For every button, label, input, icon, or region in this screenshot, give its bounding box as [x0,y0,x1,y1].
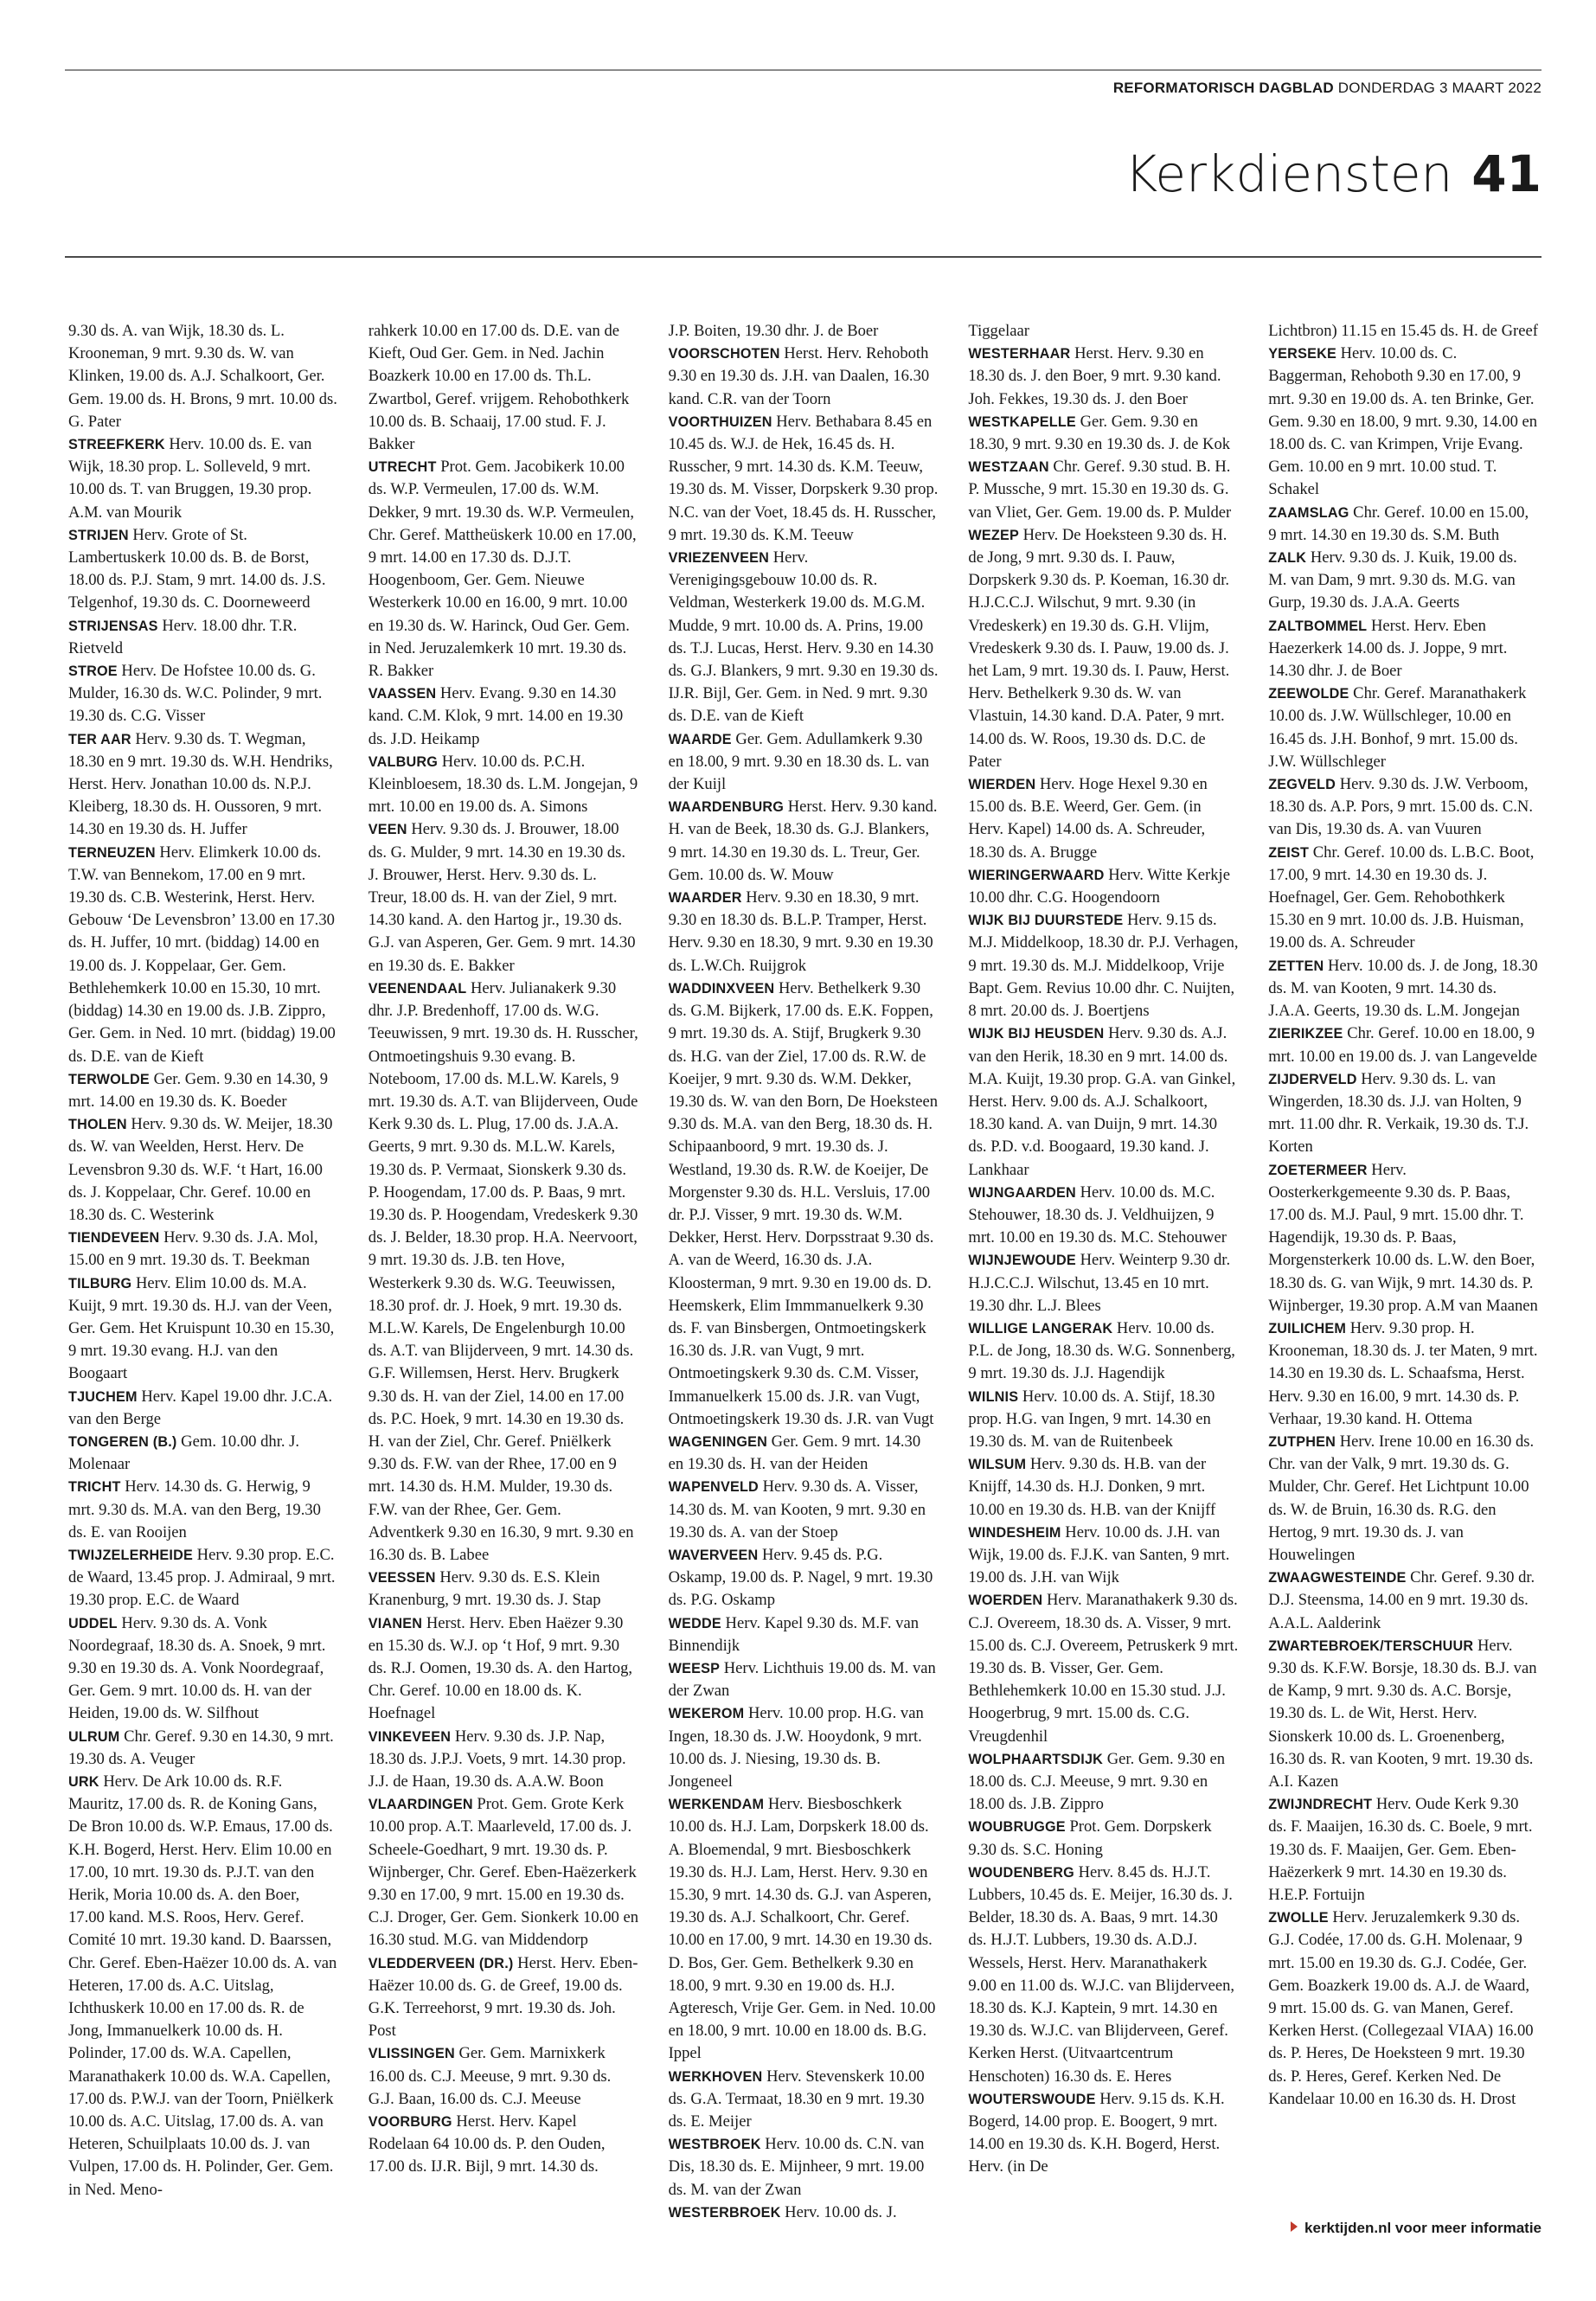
service-listing [669,2066,939,2134]
service-listing [369,818,639,977]
place-name: WADDINXVEEN [668,980,775,997]
service-details: Herst. Herv. Eben-Haëzer 10.00 ds. G. de Greef, 19.00 ds. G.K. Terreehorst, 9 mrt. 19.30 ds. Joh. Post [368,1953,638,2041]
service-listing [669,320,939,343]
service-listing [369,1612,639,1726]
service-listing [1268,1793,1539,1907]
service-details: Lichtbron) 11.15 en 15.45 ds. H. de Greef [1268,322,1538,340]
service-listing [68,1068,339,1113]
place-name: ZIJDERVELD [1268,1071,1357,1087]
place-name: WINDESHEIM [968,1524,1061,1541]
place-name: TILBURG [68,1275,132,1292]
place-name: VEENENDAAL [368,980,467,997]
service-listing [1268,773,1539,842]
service-listing [68,1544,339,1612]
service-details: Prot. Gem. Grote Kerk 10.00 prop. A.T. Maarleveld, 17.00 ds. J. Scheele-Goedhart, 9 mrt. 19.30 ds. P. Wijnberger, Chr. Geref. Eben-Haëzerkerk 9.30 en 17.00, 9 mrt. 15.00 en 19.30 ds. C.J. Droger, Ger. Gem. Sionkerk 10.00 en 16.30 stud. M.G. van Middendorp [368,1795,638,1950]
service-details: Herv. 10.00 ds. J. de Jong, 18.30 ds. M. van Kooten, 9 mrt. 14.30 ds. J.A.A. Geerts, 19.30 ds. L.M. Jongejan [1268,956,1538,1021]
service-details: Herv. Irene 10.00 en 16.30 ds. Chr. van der Valk, 9 mrt. 19.30 ds. G. Mulder, Chr. Geref. Het Lichtpunt 10.00 ds. W. de Bruin, 16.30 ds. R.G. den Hertog, 9 mrt. 19.30 ds. J. van Houwelingen [1268,1432,1535,1564]
service-listing [669,411,939,547]
service-listing [968,1386,1239,1454]
service-listing [68,1612,339,1726]
paper-name: REFORMATORISCH DAGBLAD [1112,80,1334,96]
service-listing [669,1476,939,1544]
service-listing [968,1182,1239,1250]
place-name: ZALK [1268,550,1307,567]
service-details: Herst. Herv. Eben Haezerkerk 14.00 ds. J. Joppe, 9 mrt. 14.30 dhr. J. de Boer [1268,616,1508,681]
service-listing [68,524,339,615]
service-details: Herst. Herv. Eben Haëzer 9.30 en 15.30 ds. W.J. op ‘t Hof, 9 mrt. 9.30 ds. R.J. Oomen, 19.30 ds. A. den Hartog, Chr. Geref. 10.00 en 18.00 ds. K. Hoefnagel [368,1613,633,1723]
place-name: ZIERIKZEE [1268,1026,1343,1042]
service-details: J.P. Boiten, 19.30 dhr. J. de Boer [668,322,879,340]
service-details: Herv. 9.45 ds. P.G. Oskamp, 19.00 ds. P. Nagel, 9 mrt. 19.30 ds. P.G. Oskamp [668,1545,933,1610]
service-details: Ger. Gem. 9.30 en 14.30, 9 mrt. 14.00 en 19.30 ds. K. Boeder [68,1069,328,1111]
place-name: STREEFKERK [68,437,165,453]
service-details: Herv. Hoge Hexel 9.30 en 15.00 ds. B.E. Weerd, Ger. Gem. (in Herv. Kapel) 14.00 ds. A. Schreuder, 18.30 ds. A. Brugge [968,775,1208,862]
place-name: WAPENVELD [668,1479,759,1496]
place-name: WOUBRUGGE [968,1819,1066,1836]
place-name: THOLEN [68,1117,127,1133]
service-listing [68,320,339,433]
service-listing [669,1657,939,1702]
service-details: Herv. 9.30 ds. J.P. Nap, 18.30 ds. J.P.J. Voets, 9 mrt. 14.30 prop. J.J. de Haan, 19.30 ds. A.A.W. Boon [368,1727,626,1791]
place-name: ZWAAGWESTEINDE [1268,1570,1407,1586]
title-rule [65,256,1542,258]
place-name: VIANEN [368,1615,423,1631]
place-name: WEDDE [668,1615,721,1631]
service-listing [968,773,1239,864]
column-4 [968,320,1239,2240]
service-listing [68,1386,339,1431]
service-details: Herv. 9.30 ds. A. Visser, 14.30 ds. M. van Kooten, 9 mrt. 9.30 en 19.30 ds. A. van der Stoep [668,1477,926,1541]
place-name: TERNEUZEN [68,844,156,861]
service-details: Herv. 9.30 prop. E.C. de Waard, 13.45 prop. J. Admiraal, 9 mrt. 19.30 prop. E.C. de Waard [68,1545,336,1610]
place-name: VRIEZENVEEN [668,550,770,567]
service-listing [369,751,639,819]
service-listing [968,1317,1239,1386]
service-listing [968,320,1239,343]
place-name: WEESP [668,1660,721,1676]
service-details: Herv. 9.30 ds. J. Kuik, 19.00 ds. M. van Dam, 9 mrt. 9.30 ds. M.G. van Gurp, 19.30 ds. J.A.A. Geerts [1268,548,1517,612]
service-listing [1268,1907,1539,2111]
service-details: Herv. 10.00 prop. H.G. van Ingen, 18.30 ds. J.W. Hooydonk, 9 mrt. 10.00 ds. J. Niesing, 19.30 ds. B. Jongeneel [668,1704,924,1791]
place-name: VOORBURG [368,2114,452,2131]
service-details: Herv. 10.00 ds. A. Stijf, 18.30 prop. H.G. van Ingen, 9 mrt. 14.30 en 19.30 ds. M. van de Ruitenbeek [968,1387,1215,1451]
service-listing [968,1816,1239,1861]
place-name: ZUILICHEM [1268,1320,1347,1336]
service-listing [369,2111,639,2179]
service-listing [369,2042,639,2111]
place-name: WAVERVEEN [668,1547,759,1563]
service-listing [1268,1068,1539,1159]
service-listing [968,909,1239,1022]
service-details: Herv. Elimkerk 10.00 ds. T.W. van Bennekom, 17.00 en 9 mrt. 19.30 ds. C.B. Westerink, Herst. Herv. Gebouw ‘De Levensbron’ 13.00 en 17.30 ds. H. Juffer, 10 mrt. (biddag) 14.00 en 19.00 ds. J. Koppelaar, Ger. Gem. Bethlehemkerk 10.00 en 15.30, 10 mrt. (biddag) 14.30 en 19.00 ds. J.B. Zippro, Ger. Gem. in Ned. 10 mrt. (biddag) 19.00 ds. D.E. van de Kieft [68,843,336,1066]
place-name: WIERINGERWAARD [968,867,1105,883]
service-listing [68,433,339,524]
place-name: WIJNGAARDEN [968,1184,1076,1201]
place-name: WOLPHAARTSDIJK [968,1751,1104,1767]
place-name: VOORTHUIZEN [668,413,772,430]
place-name: ZETTEN [1268,958,1324,974]
place-name: VALBURG [368,753,439,770]
service-details: Ger. Gem. Marnixkerk 16.00 ds. C.J. Meeuse, 9 mrt. 9.30 ds. G.J. Baan, 16.00 ds. C.J. Meeuse [368,2044,612,2108]
service-listing [1268,1317,1539,1431]
place-name: WESTERHAAR [968,346,1071,362]
place-name: URK [68,1774,99,1790]
service-details: Herv. 9.30 en 18.30, 9 mrt. 9.30 en 18.30 ds. B.L.P. Tramper, Herst. Herv. 9.30 en 18.30, 9 mrt. 9.30 en 19.30 ds. L.W.Ch. Ruijgrok [668,888,933,975]
service-details: Herv. 10.00 ds. J.H. van Wijk, 19.00 ds. F.J.K. van Santen, 9 mrt. 19.00 ds. J.H. van Wijk [968,1522,1230,1587]
service-details: Herv. De Hofstee 10.00 ds. G. Mulder, 16.30 ds. W.C. Polinder, 9 mrt. 19.30 ds. C.G. Visser [68,662,323,726]
service-listing [369,320,639,456]
service-details: Herv. Kapel 19.00 dhr. J.C.A. van den Berge [68,1387,333,1428]
place-name: WAARDENBURG [668,799,785,816]
page-number: 41 [1471,144,1542,203]
place-name: VLISSINGEN [368,2046,455,2062]
place-name: WESTZAAN [968,459,1049,476]
service-details: Herst. Herv. Rehoboth 9.30 en 19.30 ds. J.H. van Daalen, 16.30 kand. C.R. van der Toorn [668,344,930,408]
service-listing [369,1726,639,1794]
service-listing [1268,842,1539,955]
service-details: Herv. 9.30 ds. H.B. van der Knijff, 14.30 ds. H.J. Donken, 9 mrt. 10.00 en 19.30 ds. H.B. van der Knijff [968,1455,1216,1519]
service-details: Herv. 9.30 ds. T. Wegman, 18.30 en 9 mrt. 19.30 ds. W.H. Hendriks, Herst. Herv. Jonathan 10.00 ds. N.P.J. Kleiberg, 18.30 ds. H. Oussoren, 9 mrt. 14.30 en 19.30 ds. H. Juffer [68,729,333,839]
service-details: Chr. Geref. 10.00 en 15.00, 9 mrt. 14.30 en 19.30 ds. S.M. Buth [1268,503,1529,544]
place-name: UDDEL [68,1615,118,1631]
service-listing [68,1272,339,1386]
place-name: WOUTERSWOUDE [968,2091,1096,2107]
section-name: Kerkdiensten [1125,144,1453,203]
place-name: TWIJZELERHEIDE [68,1547,193,1563]
service-listing [669,887,939,977]
place-name: VEEN [368,822,407,838]
service-details: Herv. 9.15 ds. M.J. Middelkoop, 18.30 dr. P.J. Verhagen, 9 mrt. 19.30 ds. M.J. Middelkoop, Vrije Bapt. Gem. Revius 10.00 dhr. C. Nuijten, 8 mrt. 20.00 ds. J. Boertjens [968,911,1239,1021]
service-details: Herv. 10.00 ds. P.L. de Jong, 18.30 ds. W.G. Sonnenberg, 9 mrt. 19.30 ds. J.J. Hagendijk [968,1318,1235,1383]
service-details: Herv. 9.30 ds. J.W. Verboom, 18.30 ds. A.P. Pors, 9 mrt. 15.00 ds. C.N. van Dis, 19.30 ds. A. van Vuuren [1268,775,1533,839]
place-name: TONGEREN (B.) [68,1433,177,1450]
service-listing [669,1612,939,1657]
service-details: Herv. 8.45 ds. H.J.T. Lubbers, 10.45 ds. E. Meijer, 16.30 ds. J. Belder, 18.30 ds. A. Baas, 9 mrt. 14.30 ds. H.J.T. Lubbers, 19.30 ds. A.D.J. Wessels, Herst. Herv. Maranathakerk 9.00 en 11.00 ds. W.J.C. van Blijderveen, 18.30 ds. K.J. Kaptein, 9 mrt. 14.30 en 19.30 ds. W.J.C. van Blijderveen, Geref. Kerken Herst. (Uitvaartcentrum Henschoten) 16.30 ds. E. Heres [968,1862,1235,2086]
service-listing [1268,1431,1539,1567]
service-listing [68,1113,339,1227]
place-name: WOERDEN [968,1593,1043,1609]
page-title [1125,144,1542,203]
service-listing [68,1726,339,1771]
service-listing [669,1431,939,1476]
service-listing [669,1793,939,2065]
place-name: STROE [68,663,118,680]
service-listing [669,728,939,797]
place-name: VEESSEN [368,1570,436,1586]
service-listing [369,1793,639,1952]
more-info-link[interactable] [1291,2220,1542,2237]
service-details: Herv. 9.30 ds. A. Vonk Noordegraaf, 18.30 ds. A. Snoek, 9 mrt. 9.30 en 19.30 ds. A. Vonk Noordegraaf, Ger. Gem. 9 mrt. 10.00 ds. H. van der Heiden, 19.00 ds. W. Silfhout [68,1613,326,1723]
service-details: Ger. Gem. 9.30 en 18.30, 9 mrt. 9.30 en 19.30 ds. J. de Kok [968,412,1231,454]
place-name: WAARDER [668,890,742,907]
service-details: Herv. Biesboschkerk 10.00 ds. H.J. Lam, Dorpskerk 18.00 ds. A. Bloemendal, 9 mrt. Biesboschkerk 19.30 ds. H.J. Lam, Herst. Herv. 9.30 en 15.30, 9 mrt. 14.30 ds. G.J. van Asperen, 19.30 ds. A.J. Schalkoort, Chr. Geref. 10.00 en 17.00, 9 mrt. 14.30 en 19.30 ds. D. Bos, Ger. Gem. Bethelkerk 9.30 en 18.00, 9 mrt. 9.30 en 19.00 ds. H.J. Agteresch, Vrije Ger. Gem. in Ned. 10.00 en 18.00, 9 mrt. 10.00 en 18.00 ds. B.G. Ippel [668,1795,936,2063]
service-listing [968,1862,1239,2088]
service-listing [68,660,339,728]
service-listing [68,1476,339,1544]
place-name: ZALTBOMMEL [1268,618,1368,634]
place-name: VOORSCHOTEN [668,346,780,362]
place-name: WESTKAPELLE [968,413,1076,430]
service-details: Herv. 10.00 ds. P.C.H. Kleinbloesem, 18.30 ds. L.M. Jongejan, 9 mrt. 10.00 en 19.00 ds. A. Simons [368,752,638,817]
service-details: Tiggelaar [968,322,1029,340]
service-details: Chr. Geref. 9.30 dr. D.J. Steensma, 14.00 en 9 mrt. 19.30 ds. A.A.L. Aalderink [1268,1568,1535,1632]
place-name: ZAAMSLAG [1268,504,1349,521]
place-name: TERWOLDE [68,1071,150,1087]
service-details: Herv. De Hoeksteen 9.30 ds. H. de Jong, 9 mrt. 9.30 ds. I. Pauw, Dorpskerk 9.30 ds. P. Koeman, 16.30 dr. H.J.C.C.J. Wilschut, 9 mrt. 9.30 (in Vredeskerk) en 19.30 ds. G.H. Vlijm, Vredeskerk 9.30 ds. I. Pauw, 19.00 ds. J. het Lam, 9 mrt. 19.30 ds. I. Pauw, Herst. Herv. Bethelkerk 9.30 ds. W. van Vlastuin, 14.30 kand. D.A. Pater, 9 mrt. 14.00 ds. W. Roos, 19.30 ds. D.C. de Pater [968,525,1230,771]
service-listing [968,864,1239,909]
service-details: Prot. Gem. Dorpskerk 9.30 ds. S.C. Honing [968,1817,1212,1859]
service-listing [1268,502,1539,547]
service-details: Chr. Geref. 10.00 en 18.00, 9 mrt. 10.00 en 19.00 ds. J. van Langevelde [1268,1024,1538,1066]
issue-date: DONDERDAG 3 MAART 2022 [1337,80,1542,96]
service-listing [968,1748,1239,1817]
service-listing [968,1522,1239,1590]
place-name: WESTBROEK [668,2137,761,2153]
service-listing [68,1431,339,1476]
place-name: WIJK BIJ DUURSTEDE [968,913,1124,929]
service-details: Herv. 9.30 prop. H. Krooneman, 18.30 ds. J. ter Maten, 9 mrt. 14.30 en 19.30 ds. L. Schaafsma, Herst. Herv. 9.30 en 16.00, 9 mrt. 14.30 ds. P. Verhaar, 19.30 kand. H. Ottema [1268,1318,1538,1428]
service-listing [669,2202,939,2224]
service-listing [68,1771,339,2202]
place-name: ZUTPHEN [1268,1433,1336,1450]
place-name: WAGENINGEN [668,1433,768,1450]
service-details: Herv. Maranathakerk 9.30 ds. C.J. Overeem, 18.30 ds. A. Visser, 9 mrt. 15.00 ds. C.J. Overeem, Petruskerk 9 mrt. 19.30 ds. B. Visser, Ger. Gem. Bethlehemkerk 10.00 en 15.30 stud. J.J. Hoogerbrug, 9 mrt. 15.00 ds. C.G. Vreugdenhil [968,1591,1239,1746]
service-listing [369,456,639,683]
place-name: WESTERBROEK [668,2204,781,2221]
service-listing [1268,1022,1539,1067]
service-details: Herv. Elim 10.00 ds. M.A. Kuijt, 9 mrt. 19.30 ds. H.J. van der Veen, Ger. Gem. Het Kruispunt 10.30 en 15.30, 9 mrt. 19.30 evang. H.J. van den Boogaart [68,1273,335,1383]
service-listing [1268,320,1539,343]
service-details: Herv. 9.30 ds. L. van Wingerden, 18.30 ds. J.J. van Holten, 9 mrt. 11.00 dhr. R. Verkaik, 19.30 ds. T.J. Korten [1268,1069,1529,1157]
service-details: Herv. Weinterp 9.30 dr. H.J.C.C.J. Wilschut, 13.45 en 10 mrt. 19.30 dhr. L.J. Blees [968,1251,1231,1315]
place-name: WERKENDAM [668,1797,765,1813]
service-details: Chr. Geref. 10.00 ds. L.B.C. Boot, 17.00, 9 mrt. 14.30 en 19.30 ds. J. Hoefnagel, Ger. Gem. Rehobothkerk 15.30 en 9 mrt. 10.00 ds. J.B. Huisman, 19.00 ds. A. Schreuder [1268,843,1535,952]
service-listing [369,1567,639,1612]
service-listing [1268,547,1539,615]
service-details: Herv. 9.30 ds. J. Brouwer, 18.00 ds. G. Mulder, 9 mrt. 14.30 en 19.30 ds. J. Brouwer, Herst. Herv. 9.30 ds. L. Treur, 18.00 ds. H. van der Ziel, 9 mrt. 14.30 kand. A. den Hartog jr., 19.30 ds. G.J. van Asperen, Ger. Gem. 9 mrt. 14.30 en 19.30 ds. E. Bakker [368,820,636,975]
service-listing [68,842,339,1068]
place-name: WAARDE [668,731,732,747]
service-details: Herv. 10.00 ds. C. Baggerman, Rehoboth 9.30 en 17.00, 9 mrt. 9.30 en 19.00 ds. A. ten Brinke, Ger. Gem. 9.30 en 18.00, 9 mrt. 9.30, 14.00 en 18.00 ds. C. van Krimpen, Vrije Evang. Gem. 10.00 en 9 mrt. 10.00 stud. T. Schakel [1268,344,1538,499]
service-listing [1268,1567,1539,1635]
service-listing [968,1249,1239,1317]
service-details: Herv. 10.00 ds. C.N. van Dis, 18.30 ds. E. Mijnheer, 9 mrt. 19.00 ds. M. van der Zwan [668,2135,925,2199]
service-details: Chr. Geref. 9.30 stud. B. H. P. Mussche, 9 mrt. 15.30 en 19.30 ds. G. van Vliet, Ger. Gem. 19.00 ds. P. Mulder [968,458,1232,522]
service-listing [369,683,639,751]
service-listing [1268,1635,1539,1793]
service-listing [968,2088,1239,2179]
place-name: ZWARTEBROEK/TERSCHUUR [1268,1638,1474,1654]
service-listing [968,1022,1239,1181]
place-name: WEKEROM [668,1706,745,1722]
place-name: WIJNJEWOUDE [968,1253,1076,1269]
place-name: WEZEP [968,527,1019,543]
place-name: TJUCHEM [68,1388,138,1405]
place-name: TER AAR [68,731,131,747]
service-listing [369,977,639,1567]
service-details: Herv. Oosterkerkgemeente 9.30 ds. P. Baas, 17.00 ds. M.J. Paul, 9 mrt. 15.00 dhr. T. Hagendijk, 19.30 ds. P. Baas, Morgensterkerk 10.00 ds. L.W. den Boer, 18.30 ds. G. van Wijk, 9 mrt. 14.30 ds. P. Wijnberger, 19.30 prop. A.M van Maanen [1268,1160,1538,1315]
service-details: Herv. 14.30 ds. G. Herwig, 9 mrt. 9.30 ds. M.A. van den Berg, 19.30 ds. E. van Rooijen [68,1477,321,1541]
service-details: Herv. De Ark 10.00 ds. R.F. Mauritz, 17.00 ds. R. de Koning Gans, De Bron 10.00 ds. W.P. Emaus, 17.00 ds. K.H. Bogerd, Herst. Herv. Elim 10.00 en 17.00, 10 mrt. 19.30 ds. P.J.T. van den Herik, Moria 10.00 ds. A. den Boer, 17.00 kand. M.S. Roos, Herv. Geref. Comité 10 mrt. 19.30 kand. D. Baarssen, Chr. Geref. Eben-Haëzer 10.00 ds. A. van Heteren, 17.00 ds. A.C. Uitslag, Ichthuskerk 10.00 en 17.00 ds. R. de Jong, Immanuelkerk 10.00 ds. H. Polinder, 17.00 ds. W.A. Capellen, Maranathakerk 10.00 ds. W.A. Capellen, 17.00 ds. P.W.J. van der Toorn, Pniëlkerk 10.00 ds. A.C. Uitslag, 17.00 ds. A. van Heteren, Schuilplaats 10.00 ds. J. van Vulpen, 17.00 ds. H. Polinder, Ger. Gem. in Ned. Meno- [68,1772,337,2199]
service-listing [669,796,939,887]
place-name: STRIJEN [68,527,129,543]
service-details: 9.30 ds. A. van Wijk, 18.30 ds. L. Krooneman, 9 mrt. 9.30 ds. W. van Klinken, 19.00 ds. A.J. Schalkoort, Ger. Gem. 19.00 ds. H. Brons, 9 mrt. 10.00 ds. G. Pater [68,322,337,431]
place-name: ZEGVELD [1268,777,1336,793]
service-details: Herv. Witte Kerkje 10.00 dhr. C.G. Hoogendoorn [968,865,1230,907]
place-name: TRICHT [68,1479,121,1496]
place-name: VLEDDERVEEN (DR.) [368,1955,514,1971]
service-details: Herv. Lichthuis 19.00 ds. M. van der Zwan [668,1658,936,1701]
place-name: ZEIST [1268,844,1310,861]
arrow-right-icon [1291,2221,1298,2232]
place-name: STRIJENSAS [68,618,158,634]
service-listing [669,547,939,728]
service-details: Herv. Stevenskerk 10.00 ds. G.A. Termaat, 18.30 en 9 mrt. 19.30 ds. E. Meijer [668,2067,925,2131]
service-details: Herv. Grote of St. Lambertuskerk 10.00 ds. B. de Borst, 18.00 ds. P.J. Stam, 9 mrt. 14.00 ds. J.S. Telgenhof, 19.30 ds. C. Doorneweerd [68,525,326,612]
place-name: WOUDENBERG [968,1864,1074,1881]
service-listing [369,1952,639,2043]
service-details: Herv. 9.30 ds. W. Meijer, 18.30 ds. W. van Weelden, Herst. Herv. De Levensbron 9.30 ds. W.F. ‘t Hart, 16.00 ds. J. Koppelaar, Chr. Geref. 10.00 en 18.30 ds. C. Westerink [68,1115,333,1224]
service-details: Herv. 9.30 ds. E.S. Klein Kranenburg, 9 mrt. 19.30 ds. J. Stap [368,1568,601,1610]
service-listing [1268,1159,1539,1317]
place-name: VINKEVEEN [368,1728,452,1745]
place-name: VLAARDINGEN [368,1797,473,1813]
service-listing [669,1544,939,1612]
service-details: Herv. Verenigingsgebouw 10.00 ds. R. Veldman, Westerkerk 19.00 ds. M.G.M. Mudde, 9 mrt. 10.00 ds. A. Prins, 19.00 ds. T.J. Lucas, Herst. Herv. 9.30 en 14.30 ds. G.J. Blankers, 9 mrt. 9.30 en 19.30 ds. IJ.R. Bijl, Ger. Gem. in Ned. 9 mrt. 9.30 ds. D.E. van de Kieft [668,548,939,726]
place-name: WILSUM [968,1457,1027,1473]
service-details: Prot. Gem. Jacobikerk 10.00 ds. W.P. Vermeulen, 17.00 ds. W.M. Dekker, 9 mrt. 19.30 ds. W.P. Vermeulen, Chr. Geref. Mattheüskerk 10.00 en 17.00, 9 mrt. 14.00 en 17.30 ds. D.J.T. Hoogenboom, Ger. Gem. Nieuwe Westerkerk 10.00 en 16.00, 9 mrt. 10.00 en 19.30 ds. W. Harinck, Oud Ger. Gem. in Ned. Jeruzalemkerk 10 mrt. 19.30 ds. R. Bakker [368,458,637,681]
service-details: Chr. Geref. 9.30 en 14.30, 9 mrt. 19.30 ds. A. Veuger [68,1727,334,1768]
service-listing [968,343,1239,411]
service-details: Herv. 10.00 ds. J. [785,2202,897,2221]
service-listing [968,1453,1239,1522]
service-details: Herv. 9.30 ds. K.F.W. Borsje, 18.30 ds. B.J. van de Kamp, 9 mrt. 9.30 ds. A.C. Borsje, 19.30 ds. L. de Wit, Herst. Herv. Sionskerk 10.00 ds. L. Groenenberg, 16.30 ds. R. van Kooten, 9 mrt. 19.30 ds. A.I. Kazen [1268,1636,1537,1791]
more-info-label: kerktijden.nl voor meer informatie [1304,2220,1542,2236]
place-name: ZOETERMEER [1268,1162,1368,1178]
service-listing [669,977,939,1431]
service-details: Herv. 9.30 ds. J.A. Mol, 15.00 en 9 mrt. 19.30 ds. T. Beekman [68,1228,318,1270]
place-name: WERKHOVEN [668,2068,763,2085]
service-details: Herv. 18.00 dhr. T.R. Rietveld [68,616,298,657]
place-name: ZWIJNDRECHT [1268,1797,1373,1813]
service-details: Herv. Evang. 9.30 en 14.30 kand. C.M. Klok, 9 mrt. 14.00 en 19.30 ds. J.D. Heikamp [368,684,624,748]
place-name: WIJK BIJ HEUSDEN [968,1026,1105,1042]
service-details: rahkerk 10.00 en 17.00 ds. D.E. van de Kieft, Oud Ger. Gem. in Ned. Jachin Boazkerk 10.00 en 17.00 ds. Th.L. Zwartbol, Geref. vrijgem. Rehobothkerk 10.00 ds. B. Schaaij, 17.00 stud. F. J. Bakker [368,322,630,454]
place-name: WIERDEN [968,777,1036,793]
place-name: ZEEWOLDE [1268,686,1349,702]
service-listing [669,343,939,411]
service-details: Herst. Herv. Kapel Rodelaan 64 10.00 ds. P. den Ouden, 17.00 ds. IJ.R. Bijl, 9 mrt. 14.30 ds. [368,2112,606,2176]
service-listing [968,411,1239,456]
place-name: TIENDEVEEN [68,1230,160,1247]
place-name: ZWOLLE [1268,1910,1329,1926]
top-rule [65,69,1542,71]
service-details: Herv. 10.00 ds. E. van Wijk, 18.30 prop. L. Solleveld, 9 mrt. 10.00 ds. T. van Bruggen, 19.30 prop. A.M. van Mourik [68,435,312,522]
place-name: ULRUM [68,1728,120,1745]
place-name: WILLIGE LANGERAK [968,1320,1113,1336]
service-details: Herv. Kapel 9.30 ds. M.F. van Binnendijk [668,1613,920,1655]
service-listing [968,524,1239,773]
service-details: Herst. Herv. 9.30 kand. H. van de Beek, 18.30 ds. G.J. Blankers, 9 mrt. 14.30 en 19.30 ds. L. Treur, Ger. Gem. 10.00 ds. W. Mouw [668,798,938,884]
place-name: YERSEKE [1268,346,1336,362]
service-details: Herv. Jeruzalemkerk 9.30 ds. G.J. Codée, 17.00 ds. G.H. Molenaar, 9 mrt. 15.00 en 19.30 ds. G.J. Codée, Ger. Gem. Boazkerk 19.00 ds. A.J. de Waard, 9 mrt. 15.00 ds. G. van Manen, Geref. Kerken Herst. (Collegezaal VIAA) 16.00 ds. P. Heres, De Hoeksteen 9 mrt. 19.30 ds. P. Heres, Geref. Kerken Ned. De Kandelaar 10.00 en 16.30 ds. H. Drost [1268,1908,1534,2108]
service-details: Ger. Gem. Adullamkerk 9.30 en 18.00, 9 mrt. 9.30 en 18.30 ds. L. van der Kuijl [668,729,930,794]
masthead [1113,80,1542,97]
service-listing [1268,615,1539,683]
service-listing [1268,955,1539,1023]
service-details: Herv. 9.15 ds. K.H. Bogerd, 14.00 prop. E. Boogert, 9 mrt. 14.00 en 19.30 ds. K.H. Bogerd, Herst. Herv. (in De [968,2089,1225,2176]
column-1 [68,320,339,2240]
service-listing [968,456,1239,524]
place-name: VAASSEN [368,686,437,702]
service-details: Ger. Gem. 9.30 en 18.00 ds. C.J. Meeuse, 9 mrt. 9.30 en 18.00 ds. J.B. Zippro [968,1749,1226,1814]
column-2 [369,320,639,2240]
column-5 [1268,320,1539,2240]
service-listing [1268,683,1539,773]
listings-columns [68,320,1539,2240]
service-listing [669,1702,939,1793]
column-3 [669,320,939,2240]
place-name: UTRECHT [368,459,437,476]
service-details: Herst. Herv. 9.30 en 18.30 ds. J. den Boer, 9 mrt. 9.30 kand. Joh. Fekkes, 19.30 ds. J. den Boer [968,344,1221,408]
service-listing [968,1589,1239,1747]
service-details: Chr. Geref. Maranathakerk 10.00 ds. J.W. Wüllschleger, 10.00 en 16.45 ds. J.H. Bonhof, 9 mrt. 15.00 ds. J.W. Wüllschleger [1268,684,1527,771]
service-listing [68,615,339,660]
service-details: Herv. Bethabara 8.45 en 10.45 ds. W.J. de Hek, 16.45 ds. H. Russcher, 9 mrt. 14.30 ds. K.M. Teeuw, 19.30 ds. M. Visser, Dorpskerk 9.30 prop. N.C. van der Voet, 18.45 ds. H. Russcher, 9 mrt. 19.30 ds. K.M. Teeuw [668,412,939,544]
place-name: WILNIS [968,1388,1019,1405]
service-details: Gem. 10.00 dhr. J. Molenaar [68,1432,300,1474]
service-details: Herv. Bethelkerk 9.30 ds. G.M. Bijkerk, 17.00 ds. E.K. Foppen, 9 mrt. 19.30 ds. A. Stijf, Brugkerk 9.30 ds. H.G. van der Ziel, 17.00 ds. R.W. de Koeijer, 9 mrt. 9.30 ds. W.M. Dekker, 19.30 ds. W. van den Born, De Hoeksteen 9.30 ds. M.A. van den Berg, 18.30 ds. H. Schipaanboord, 9 mrt. 19.30 ds. J. Westland, 19.30 ds. R.W. de Koeijer, De Morgenster 9.30 ds. H.L. Versluis, 17.00 dr. P.J. Visser, 9 mrt. 19.30 ds. W.M. Dekker, Herst. Herv. Dorpsstraat 9.30 ds. A. van de Weerd, 16.30 ds. J.A. Kloosterman, 9 mrt. 9.30 en 19.00 ds. D. Heemskerk, Elim Immmanuelkerk 9.30 ds. F. van Binsbergen, Ontmoetingskerk 16.30 ds. J.R. van Vugt, 9 mrt. Ontmoetingskerk 9.30 ds. C.M. Visser, Immanuelkerk 15.00 ds. J.R. van Vugt, Ontmoetingskerk 19.30 ds. J.R. van Vugt [668,978,938,1428]
service-details: Herv. Oude Kerk 9.30 ds. F. Maaijen, 16.30 ds. C. Boele, 9 mrt. 19.30 ds. F. Maaijen, Ger. Gem. Eben-Haëzerkerk 9 mrt. 14.30 en 19.30 ds. H.E.P. Fortuijn [1268,1795,1533,1905]
service-listing [669,2133,939,2202]
service-details: Ger. Gem. 9 mrt. 14.30 en 19.30 ds. H. van der Heiden [668,1432,921,1474]
service-details: Herv. 10.00 ds. M.C. Stehouwer, 18.30 ds. J. Veldhuijzen, 9 mrt. 10.00 en 19.30 ds. M.C. Stehouwer [968,1183,1227,1247]
service-listing [68,728,339,842]
service-listing [68,1227,339,1272]
service-details: Herv. 9.30 ds. A.J. van den Herik, 18.30 en 9 mrt. 14.00 ds. M.A. Kuijt, 19.30 prop. G.A. van Ginkel, Herst. Herv. 9.00 ds. A.J. Schalkoort, 18.30 kand. A. van Duijn, 9 mrt. 14.30 ds. P.D. v.d. Boogaard, 19.30 kand. J. Lankhaar [968,1024,1236,1179]
service-listing [1268,343,1539,501]
service-details: Herv. Julianakerk 9.30 dhr. J.P. Bredenhoff, 17.00 ds. W.G. Teeuwissen, 9 mrt. 19.30 ds. H. Russcher, Ontmoetingshuis 9.30 evang. B. Noteboom, 17.00 ds. M.L.W. Karels, 9 mrt. 19.30 ds. A.T. van Blijderveen, Oude Kerk 9.30 ds. L. Plug, 17.00 ds. J.A.A. Geerts, 9 mrt. 9.30 ds. M.L.W. Karels, 19.30 ds. P. Vermaat, Sionskerk 9.30 ds. P. Hoogendam, 17.00 ds. P. Baas, 9 mrt. 19.30 ds. P. Hoogendam, Vredeskerk 9.30 ds. J. Belder, 18.30 prop. H.A. Neervoort, 9 mrt. 19.30 ds. J.B. ten Hove, Westerkerk 9.30 ds. W.G. Teeuwissen, 18.30 prof. dr. J. Hoek, 9 mrt. 19.30 ds. M.L.W. Karels, De Engelenburgh 10.00 ds. A.T. van Blijderveen, 9 mrt. 14.30 ds. G.F. Willemsen, Herst. Herv. Brugkerk 9.30 ds. H. van der Ziel, 14.00 en 17.00 ds. P.C. Hoek, 9 mrt. 14.30 en 19.30 ds. H. van der Ziel, Chr. Geref. Pniëlkerk 9.30 ds. F.W. van der Rhee, 17.00 en 9 mrt. 14.30 ds. H.M. Mulder, 19.30 ds. F.W. van der Rhee, Ger. Gem. Adventkerk 9.30 en 16.30, 9 mrt. 9.30 en 16.30 ds. B. Labee [368,978,638,1564]
